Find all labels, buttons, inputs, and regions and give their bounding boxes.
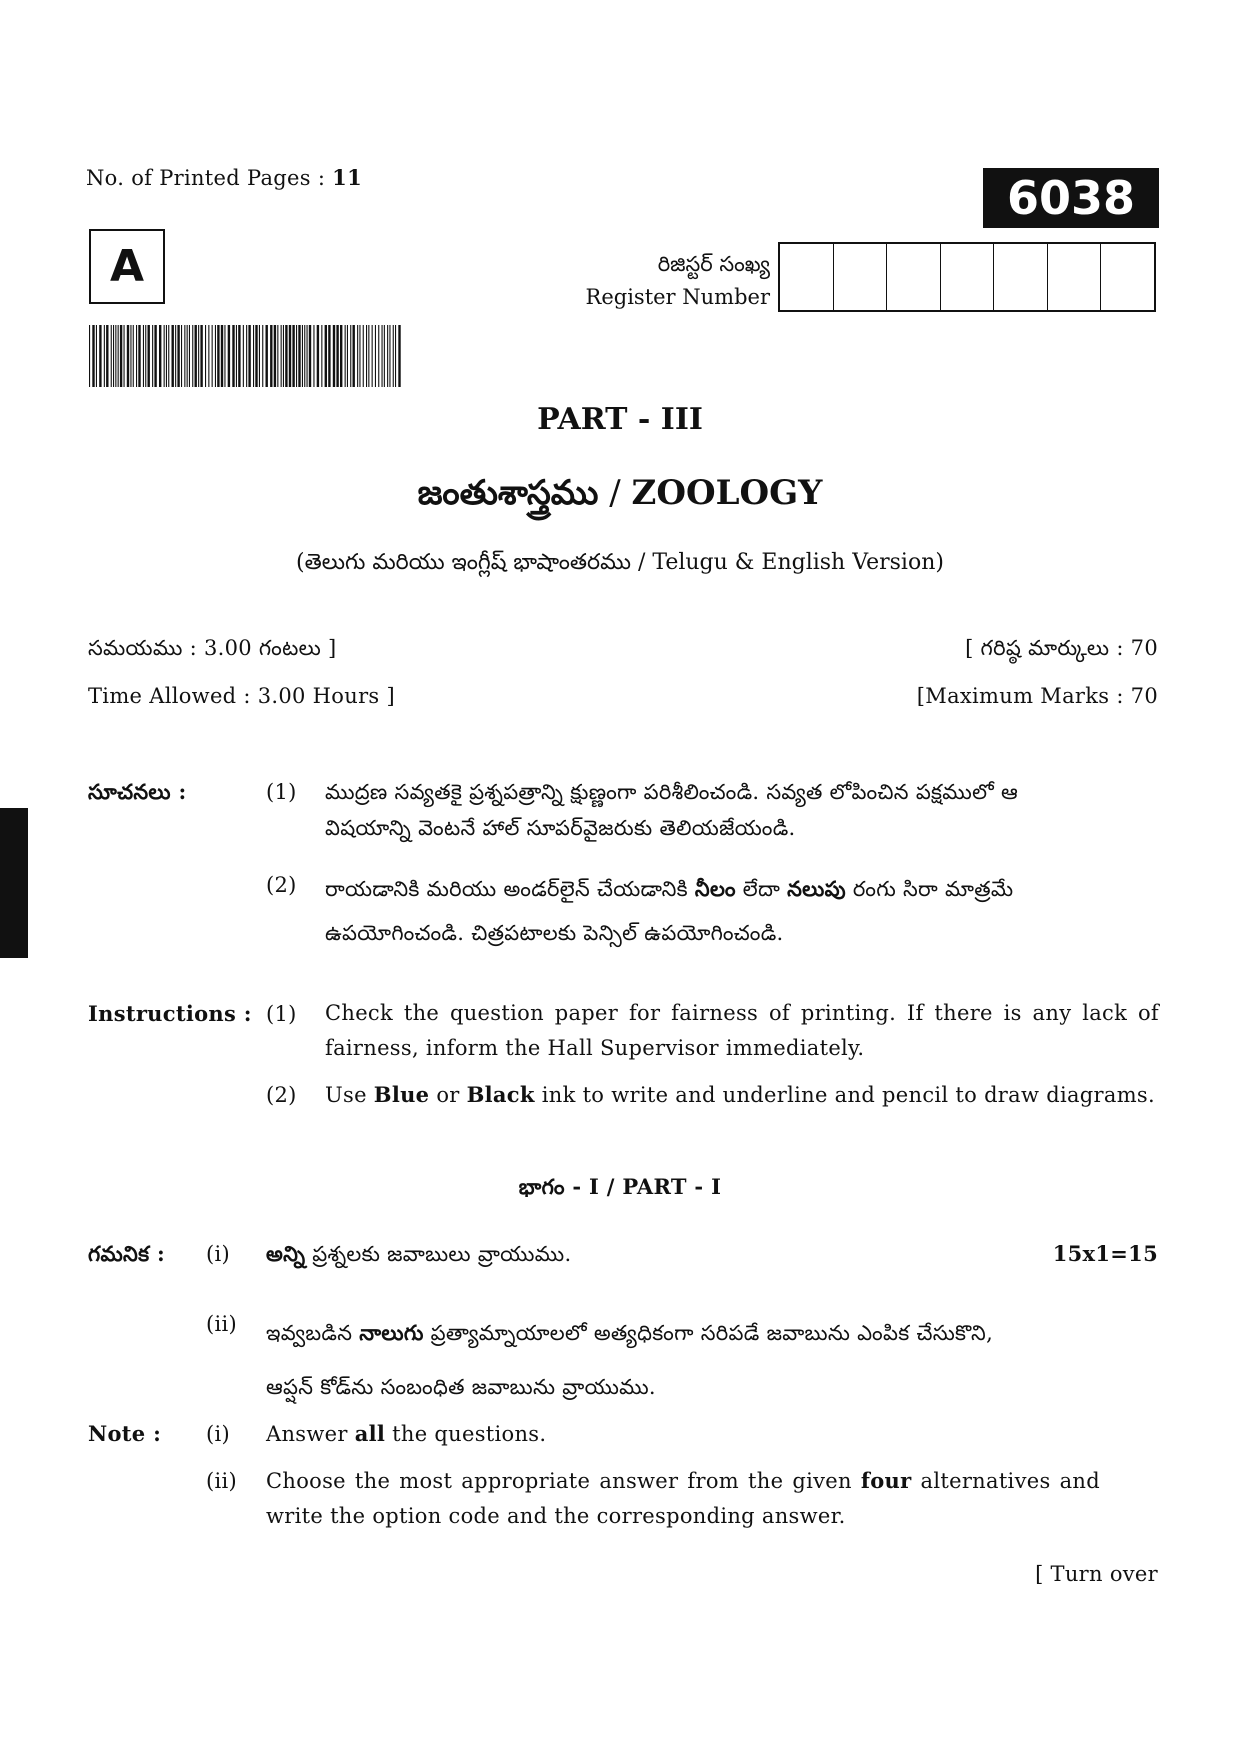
instruction-en-2-text: or bbox=[429, 1083, 467, 1107]
instruction-en-1-num: (1) bbox=[266, 1002, 297, 1026]
note-en-2 bbox=[266, 1463, 1100, 1534]
edge-marker bbox=[0, 808, 28, 958]
note-te-2-bold: నాలుగు bbox=[359, 1320, 424, 1345]
note-en-1-text: the questions. bbox=[385, 1422, 547, 1446]
register-label bbox=[540, 248, 770, 314]
note-en-2-text: Choose the most appropriate answer from the given bbox=[266, 1469, 861, 1493]
turn-over: [ Turn over bbox=[1035, 1562, 1158, 1586]
note-te-2-text: ప్రత్యామ్నాయాలలో అత్యధికంగా సరిపడే జవాబును ఎంపిక చేసుకొని, bbox=[423, 1321, 994, 1345]
instruction-en-2-text: Use bbox=[325, 1083, 374, 1107]
series-code: A bbox=[89, 229, 165, 304]
subject-title-en: ZOOLOGY bbox=[631, 473, 823, 513]
note-te-2-num: (ii) bbox=[206, 1312, 238, 1336]
instruction-te-2-bold-black: నలుపు bbox=[787, 876, 846, 901]
register-digit-box[interactable] bbox=[1048, 244, 1102, 310]
note-en-2-bold: four bbox=[860, 1468, 912, 1493]
note-en-1 bbox=[266, 1416, 546, 1452]
instructions-te-label: సూచనలు : bbox=[88, 779, 187, 804]
barcode bbox=[89, 325, 401, 387]
note-te-1-bold: అన్ని bbox=[266, 1241, 306, 1266]
note-en-1-num: (i) bbox=[206, 1422, 231, 1446]
max-marks-en: [Maximum Marks : 70 bbox=[916, 684, 1158, 708]
note-te-label: గమనిక : bbox=[88, 1241, 166, 1266]
instruction-te-2-line2: ఉపయోగించండి. చిత్రపటాలకు పెన్సిల్ ఉపయోగించండి. bbox=[325, 921, 784, 945]
instruction-te-2 bbox=[325, 867, 1013, 955]
part1-heading-en: PART - I bbox=[622, 1174, 722, 1199]
register-digit-box[interactable] bbox=[834, 244, 888, 310]
register-label-en: Register Number bbox=[585, 285, 770, 309]
note-te-2-line2: ఆప్షన్ కోడ్‌ను సంబంధిత జవాబును వ్రాయుము. bbox=[266, 1375, 656, 1399]
instruction-te-2-text: లేదా bbox=[735, 877, 788, 901]
subject-title bbox=[0, 473, 1240, 521]
printed-pages-value: 11 bbox=[332, 165, 362, 190]
instruction-en-2-bold-blue: Blue bbox=[373, 1082, 430, 1107]
note-en-label: Note : bbox=[88, 1421, 162, 1446]
paper-code: 6038 bbox=[983, 168, 1159, 228]
instruction-en-2-text: ink to write and underline and pencil to draw diagrams. bbox=[534, 1083, 1155, 1107]
part-heading: PART - III bbox=[537, 402, 703, 437]
note-en-2-text: alternatives and write the option code and the corresponding answer. bbox=[266, 1469, 1100, 1528]
note-en-1-bold: all bbox=[354, 1421, 386, 1446]
instruction-en-1: Check the question paper for fairness of printing. If there is any lack of fairness, inform the Hall Supervisor immediately. bbox=[325, 1001, 1159, 1060]
register-digit-box[interactable] bbox=[941, 244, 995, 310]
register-digit-box[interactable] bbox=[1101, 244, 1154, 310]
note-te-2-text: ఇవ్వబడిన bbox=[266, 1321, 360, 1345]
register-digit-box[interactable] bbox=[994, 244, 1048, 310]
printed-pages-label: No. of Printed Pages : bbox=[86, 166, 333, 190]
version-line: (తెలుగు మరియు ఇంగ్లీష్ భాషాంతరము / Telugu & English Version) bbox=[296, 550, 944, 575]
register-digit-box[interactable] bbox=[887, 244, 941, 310]
instruction-te-1-num: (1) bbox=[266, 780, 297, 804]
note-te-1 bbox=[266, 1236, 571, 1272]
instruction-en-2 bbox=[325, 1077, 1159, 1113]
instruction-te-1-line2: విషయాన్ని వెంటనే హాల్ సూపర్‌వైజరుకు తెలియజేయండి. bbox=[325, 816, 796, 840]
part1-heading bbox=[0, 1174, 1240, 1205]
time-allowed-te: సమయము : 3.00 గంటలు ] bbox=[88, 636, 337, 660]
part1-marks: 15x1=15 bbox=[1052, 1241, 1158, 1266]
max-marks-te: [ గరిష్ఠ మార్కులు : 70 bbox=[965, 636, 1158, 660]
note-en-1-text: Answer bbox=[266, 1422, 355, 1446]
register-label-te: రిజిస్టర్ సంఖ్య bbox=[657, 252, 770, 276]
note-te-1-text: ప్రశ్నలకు జవాబులు వ్రాయుము. bbox=[305, 1242, 572, 1266]
register-digit-box[interactable] bbox=[780, 244, 834, 310]
register-number-boxes[interactable] bbox=[778, 242, 1156, 312]
note-te-1-num: (i) bbox=[206, 1242, 231, 1266]
instruction-te-2-text: రంగు సిరా మాత్రమే bbox=[845, 877, 1014, 901]
printed-pages bbox=[86, 165, 362, 190]
instruction-te-2-bold-blue: నీలం bbox=[694, 876, 736, 901]
subject-separator: / bbox=[598, 473, 632, 513]
part1-heading-te: భాగం - I / bbox=[518, 1174, 623, 1199]
note-te-2 bbox=[266, 1306, 993, 1414]
note-te-2-line1 bbox=[266, 1306, 993, 1360]
instruction-en-2-bold-black: Black bbox=[466, 1082, 535, 1107]
instruction-te-2-line1 bbox=[325, 867, 1013, 911]
instructions-en-label: Instructions : bbox=[88, 1001, 252, 1026]
instruction-te-2-text: రాయడానికి మరియు అండర్‌లైన్ చేయడానికి bbox=[325, 877, 695, 901]
time-allowed-en: Time Allowed : 3.00 Hours ] bbox=[88, 684, 395, 708]
instruction-te-1-line1: ముద్రణ సవ్యతకై ప్రశ్నపత్రాన్ని క్షుణ్ణంగా పరిశీలించండి. సవ్యత లోపించిన పక్షములో ఆ bbox=[325, 780, 1019, 804]
instruction-en-2-num: (2) bbox=[266, 1083, 297, 1107]
note-en-2-num: (ii) bbox=[206, 1469, 238, 1493]
subject-title-te: జంతుశాస్త్రము bbox=[417, 473, 599, 513]
instruction-te-2-num: (2) bbox=[266, 873, 297, 897]
instruction-te-1 bbox=[325, 774, 1018, 846]
